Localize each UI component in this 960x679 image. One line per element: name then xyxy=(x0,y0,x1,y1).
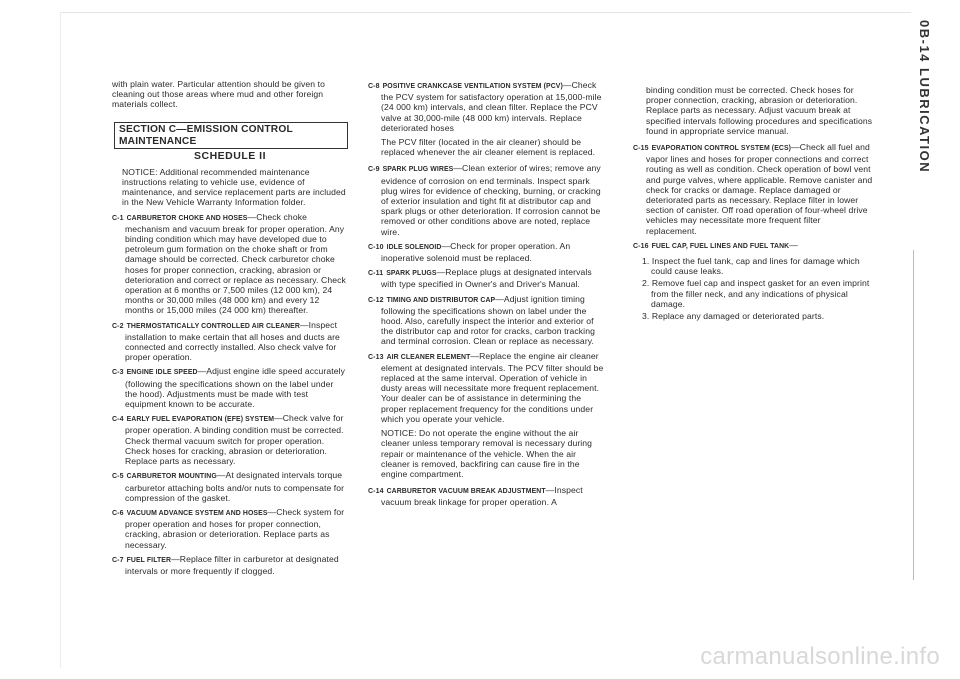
list-item xyxy=(112,554,348,576)
col1-items xyxy=(112,212,348,577)
item-code: C-4 xyxy=(112,416,124,424)
item-heading: AIR CLEANER ELEMENT xyxy=(386,353,471,361)
item-heading: EVAPORATION CONTROL SYSTEM (ECS) xyxy=(651,145,792,153)
column-2 xyxy=(368,80,604,512)
column-3 xyxy=(633,85,873,323)
item-body: —Replace the engine air cleaner element at designated intervals. The PCV filter should be replaced at the same interval. Operation of vehicle in dusty areas will necessitate more frequent replacement. Your dealer can be of assistance in determining the proper replacement frequency for the conditions under which you operate your vehicle. xyxy=(381,350,604,424)
item-body: —Replace plugs at designated intervals with type specified in Owner's and Driver's Manual. xyxy=(381,267,592,290)
item-heading: TIMING AND DISTRIBUTOR CAP xyxy=(386,296,496,304)
item-code: C-12 xyxy=(368,296,384,304)
item-code: C-16 xyxy=(633,242,649,250)
item-body: —Inspect installation to make certain that all hoses and ducts are connected and correctly installed. Also check valve for proper operation. xyxy=(125,319,340,363)
item-heading: CARBURETOR CHOKE AND HOSES xyxy=(126,214,248,222)
item-heading: VACUUM ADVANCE SYSTEM AND HOSES xyxy=(126,509,268,517)
item-code: C-11 xyxy=(368,270,384,278)
item-notice: NOTICE: Do not operate the engine without the air cleaner unless temporary removal is necessary during repair or maintenance of the vehicle. When the air cleaner is removed, backfiring can cause fire in the engine compartment. xyxy=(381,428,593,479)
list-item xyxy=(633,142,873,236)
item-heading: POSITIVE CRANKCASE VENTILATION SYSTEM (PCV) xyxy=(382,83,563,90)
intro-paragraph: with plain water. Particular attention should be given to cleaning out those areas where mud and other foreign materials collect. xyxy=(112,79,326,110)
item-code: C-6 xyxy=(112,509,124,517)
item-code: C-13 xyxy=(368,353,384,361)
item-heading: FUEL FILTER xyxy=(126,556,172,564)
list-item xyxy=(368,485,604,507)
item-body: —Check for proper operation. An inoperative solenoid must be replaced. xyxy=(381,240,571,264)
sub-item: 2. Remove fuel cap and inspect gasket for an even imprint from the filler neck, and any indications of physical damage. xyxy=(642,278,870,309)
item-heading: IDLE SOLENOID xyxy=(386,243,442,251)
side-title-text: 0B-14 LUBRICATION xyxy=(917,20,932,174)
section-title: SECTION C—EMISSION CONTROL MAINTENANCE xyxy=(114,122,348,149)
item-code: C-5 xyxy=(112,473,124,481)
item-heading: THERMOSTATICALLY CONTROLLED AIR CLEANER xyxy=(126,322,300,330)
item-code: C-9 xyxy=(368,166,380,174)
item-code: C-7 xyxy=(112,556,124,564)
item-code: C-15 xyxy=(633,145,649,153)
side-rule xyxy=(913,250,914,580)
item-body: —At designated intervals torque carburetor attaching bolts and/or nuts to compensate for compression of the gasket. xyxy=(125,470,345,503)
item-body: — xyxy=(789,239,798,250)
watermark: carmanualsonline.info xyxy=(700,643,940,670)
list-item xyxy=(112,212,348,316)
item-heading: SPARK PLUGS xyxy=(386,270,437,278)
item-heading: FUEL CAP, FUEL LINES AND FUEL TANK xyxy=(651,242,790,250)
item-body: —Adjust engine idle speed accurately (following the specifications shown on the label under the hood). Adjustments must be made with test equipment known to be accurate. xyxy=(125,366,346,410)
item-continuation: binding condition must be corrected. Check hoses for proper connection, cracking, abrasion or deterioration. Replace parts as necessary. Adjust vacuum break at specified intervals following procedures and specifications found in appropriate service manual. xyxy=(646,85,873,136)
sub-item: 3. Replace any damaged or deteriorated parts. xyxy=(642,311,825,322)
item-code: C-1 xyxy=(112,214,124,222)
item-heading: SPARK PLUG WIRES xyxy=(382,166,454,174)
item-code: C-2 xyxy=(112,322,124,330)
notice-paragraph: NOTICE: Additional recommended maintenance instructions relating to vehicle use, evidence of maintenance, and service replacement parts are included in the New Vehicle Warranty Information folder. xyxy=(122,166,346,208)
list-item xyxy=(112,470,348,503)
item-code: C-14 xyxy=(368,488,384,496)
item-body: —Check choke mechanism and vacuum break for proper operation. Any binding condition which may have developed due to petroleum gum formation on the choke shaft or from damage should be corrected. Check carburetor choke hoses for proper connection, cracking, abrasion or deterioration and correct or replace as necessary. Check operation at 6 months or 7,500 miles (12 000 km), 24 months or 30,000 miles (48 000 km) and every 12 months or 15,000 miles (24 000 km) thereafter. xyxy=(125,211,346,316)
list-item xyxy=(368,163,604,236)
list-item xyxy=(368,80,604,133)
item-code: C-10 xyxy=(368,243,384,251)
item-heading: CARBURETOR VACUUM BREAK ADJUSTMENT xyxy=(386,488,546,496)
item-body: —Adjust ignition timing following the specifications shown on label under the hood. Also, carefully inspect the interior and exterior of the distributor cap and rotor for cracks, carbon tracking and terminal corrosion. Clean or replace as necessary. xyxy=(381,293,595,347)
list-item xyxy=(112,507,348,550)
list-item xyxy=(633,240,873,252)
item-body: —Check the PCV system for satisfactory operation at 15,000-mile (24 000 km) intervals, and clean filter. Replace the PCV valve at 30,000-mile (48 000 km) intervals. Replace deteriorated hoses xyxy=(381,80,602,133)
list-item xyxy=(368,351,604,424)
list-item xyxy=(368,241,604,263)
item-heading: EARLY FUEL EVAPORATION (EFE) SYSTEM xyxy=(126,416,275,424)
list-item xyxy=(112,413,348,466)
item-body: —Check valve for proper operation. A binding condition must be corrected. Check thermal vacuum switch for proper operation. Check hoses for cracking, abrasion or deterioration. Replace parts as necessary. xyxy=(125,413,344,467)
item-continuation: The PCV filter (located in the air cleaner) should be replaced whenever the air cleaner element is replaced. xyxy=(381,137,596,158)
item-body: —Replace filter in carburetor at designated intervals or more frequently if clogged. xyxy=(125,553,339,576)
item-body: —Check system for proper operation and hoses for proper connection, cracking, abrasion or deterioration. Replace parts as necessary. xyxy=(125,506,345,550)
list-item xyxy=(368,267,604,289)
item-body: —Inspect vacuum break linkage for proper operation. A xyxy=(381,485,583,508)
list-item xyxy=(112,366,348,409)
item-heading: ENGINE IDLE SPEED xyxy=(126,369,198,377)
list-item xyxy=(368,294,604,347)
item-code: C-8 xyxy=(368,83,380,90)
column-1 xyxy=(112,79,348,580)
schedule-title: SCHEDULE II xyxy=(193,149,266,162)
sub-item: 1. Inspect the fuel tank, cap and lines for damage which could cause leaks. xyxy=(642,256,860,277)
item-body: —Clean exterior of wires; remove any evidence of corrosion on end terminals. Inspect spark plug wires for evidence of checking, burning, or cracking of exterior insulation and tight fit at distributor cap and spark plugs or other deterioration. If corrosion cannot be removed or other conditions above are noted, replace wire. xyxy=(381,163,601,237)
item-body: —Check all fuel and vapor lines and hoses for proper connections and correct routing as well as condition. Check operation of bowl vent and purge valves, where applicable. Remove canister and check for cracks or damage. Replace damaged or deteriorated parts as necessary. Replace filter in lower section of canister. Off road operation of four-wheel drive vehicles may necessitate more frequent filter replacement. xyxy=(646,142,873,236)
side-title xyxy=(917,20,942,250)
item-heading: CARBURETOR MOUNTING xyxy=(126,473,217,481)
list-item xyxy=(112,320,348,363)
item-code: C-3 xyxy=(112,369,124,377)
